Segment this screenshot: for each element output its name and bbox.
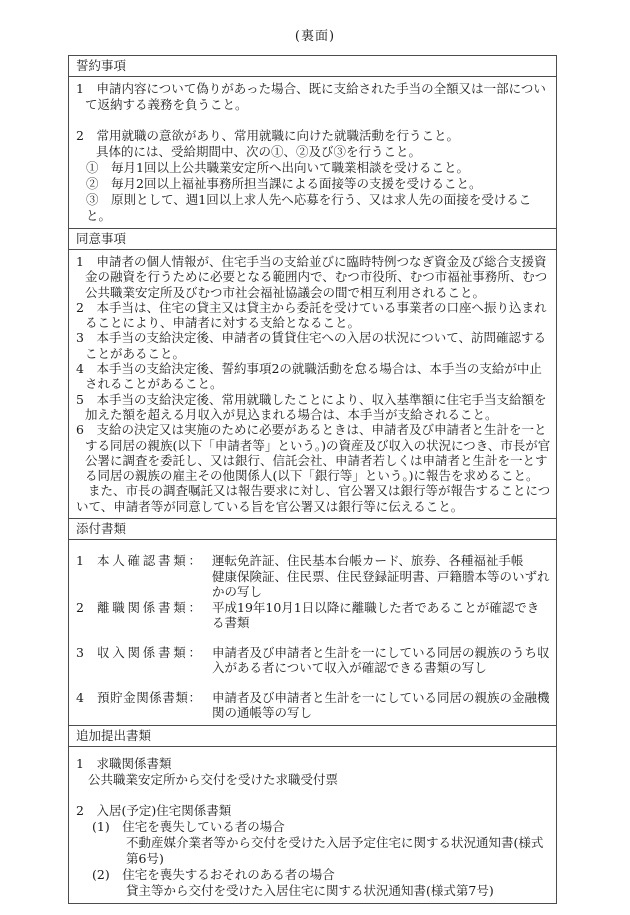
consent-item-5: 5 本手当の支給決定後、常用就職したことにより、収入基準額に住宅手当支給額を加えた額を超える月収入が見込まれる場合は、本手当が支給されること。 bbox=[76, 391, 547, 422]
additional-item-1: 1 求職関係書類 bbox=[76, 755, 172, 771]
attachment-label: 離職関係書類： bbox=[97, 599, 201, 615]
attachment-description-line: 運転免許証、住民基本台帳カード、旅券、各種福祉手帳 bbox=[212, 553, 524, 569]
attachment-number: 1 bbox=[76, 553, 84, 569]
section-additional-header: 追加提出書類 bbox=[69, 726, 556, 747]
consent-item-3: 3 本手当の支給決定後、申請者の賃貸住宅への入居の状況について、訪問確認することがあること。 bbox=[76, 330, 546, 361]
attachment-description bbox=[212, 553, 551, 600]
additional-item-2: 2 入居(予定)住宅関係書類 bbox=[76, 802, 232, 818]
attachment-row bbox=[76, 600, 551, 631]
attachment-row bbox=[76, 645, 551, 676]
section-additional-body bbox=[69, 747, 556, 903]
consent-item-1: 1 申請者の個人情報が、住宅手当の支給並びに臨時特例つなぎ資金及び総合支援資金の融資を行うために必要となる範囲内で、むつ市役所、むつ市福祉事務所、むつ公共職業安定所及びむつ市社会福祉協議会の間で相互利用されること。 bbox=[76, 254, 548, 300]
attachment-description bbox=[212, 645, 551, 676]
pledge-item-2-sub-2: ② 毎月2回以上福祉事務所担当課による面接等の支援を受けること。 bbox=[86, 176, 482, 191]
section-attachments-body bbox=[69, 540, 556, 726]
attachment-description-line: 健康保険証、住民票、住民登録証明書、戸籍謄本等のいずれかの写し bbox=[212, 568, 550, 600]
pledge-item-2-sub-1: ① 毎月1回以上公共職業安定所へ出向いて職業相談を受けること。 bbox=[86, 160, 469, 175]
attachment-number: 4 bbox=[76, 689, 84, 705]
additional-case-1-desc: 不動産媒介業者等から交付を受けた入居予定住宅に関する状況通知書(様式第6号) bbox=[126, 834, 544, 866]
attachment-description-line: 申請者及び申請者と生計を一にしている同居の親族のうち収入がある者について収入が確認できる書類の写し bbox=[212, 644, 550, 676]
attachment-label: 収入関係書類： bbox=[97, 644, 201, 660]
attachment-row bbox=[76, 553, 551, 600]
consent-item-4: 4 本手当の支給決定後、誓約事項2の就職活動を怠る場合は、本手当の支給が中止されることがあること。 bbox=[76, 361, 542, 392]
attachment-number: 3 bbox=[76, 644, 84, 660]
attachment-description-line: 平成19年10月1日以降に離職した者であることが確認できる書類 bbox=[212, 599, 540, 631]
attachment-number: 2 bbox=[76, 599, 84, 615]
attachment-description bbox=[212, 690, 551, 721]
consent-item-6-note: また、市長の調査嘱託又は報告要求に対し、官公署又は銀行等が報告することについて、申請者等が同意している旨を官公署又は銀行等に伝えること。 bbox=[76, 483, 551, 514]
pledge-item-2-sub-3: ③ 原則として、週1回以上求人先へ応募を行う、又は求人先の面接を受けること。 bbox=[86, 192, 532, 223]
additional-case-2: (2) 住宅を喪失するおそれのある者の場合 bbox=[92, 866, 335, 882]
attachment-label: 預貯金関係書類： bbox=[97, 689, 201, 705]
attachment-description bbox=[212, 600, 551, 631]
pledge-item-2-note: 具体的には、受給期間中、次の①、②及び③を行うこと。 bbox=[96, 144, 422, 159]
section-pledge-body bbox=[69, 77, 556, 229]
section-consent-body bbox=[69, 250, 556, 519]
attachment-label: 本人確認書類： bbox=[97, 553, 201, 569]
page-side-label: (裏面) bbox=[294, 29, 336, 44]
consent-item-2: 2 本手当は、住宅の貸主又は貸主から委託を受けている事業者の口座へ振り込まれることにより、申請者に対する支給となること。 bbox=[76, 299, 547, 331]
pledge-item-1: 1 申請内容について偽りがあった場合、既に支給された手当の全額又は一部について返納する義務を負うこと。 bbox=[76, 81, 546, 112]
attachment-description-line: 申請者及び申請者と生計を一にしている同居の親族の金融機関の通帳等の写し bbox=[212, 689, 550, 721]
form-table bbox=[68, 55, 557, 904]
additional-case-1: (1) 住宅を喪失している者の場合 bbox=[92, 818, 285, 834]
pledge-item-2: 2 常用就職の意欲があり、常用就職に向けた就職活動を行うこと。 bbox=[76, 128, 459, 143]
attachment-row bbox=[76, 690, 551, 721]
section-consent-header: 同意事項 bbox=[69, 229, 556, 250]
section-pledge-header: 誓約事項 bbox=[69, 56, 556, 77]
additional-case-2-desc: 貸主等から交付を受けた入居住宅に関する状況通知書(様式第7号) bbox=[126, 882, 494, 898]
additional-item-1-desc: 公共職業安定所から交付を受けた求職受付票 bbox=[88, 771, 339, 787]
section-attachments-header: 添付書類 bbox=[69, 519, 556, 540]
consent-item-6: 6 支給の決定又は実施のために必要があるときは、申請者及び申請者と生計を一とする同居の親族(以下「申請者等」という。)の資産及び収入の状況につき、市長が官公署に調査を委託し、又は銀行、信託会社、申請者若しくは申請者と生計を一とする同居の親族の雇主その他関係人(以下「銀行等」という。)に報告を求めること。 bbox=[76, 422, 551, 484]
